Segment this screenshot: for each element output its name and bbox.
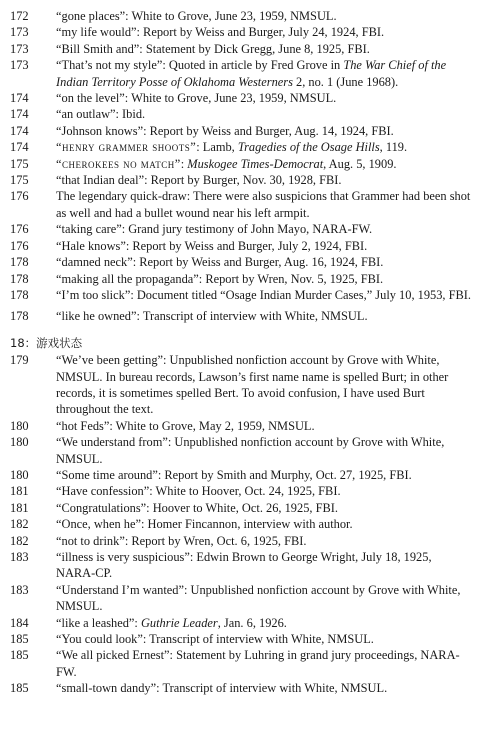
note-text-run: “an outlaw”: Ibid. [56, 107, 146, 122]
note-text [56, 42, 370, 56]
note-entry [10, 188, 473, 221]
note-entry [10, 41, 473, 57]
note-text-run: “Once, when he”: Homer Fincannon, interview with author. [56, 517, 353, 532]
note-entry [10, 516, 473, 532]
note-text [56, 173, 341, 187]
note-text [56, 419, 315, 433]
note-text-run: : Lamb, [196, 140, 238, 155]
note-page-number: 180 [10, 435, 29, 450]
note-entry [10, 271, 473, 287]
note-text-run: “like a leashed”: [56, 615, 141, 630]
note-page-number: 183 [10, 582, 29, 597]
note-page-number: 174 [10, 107, 29, 122]
note-entry [10, 483, 473, 499]
note-text [56, 632, 374, 646]
note-page-number: 185 [10, 648, 29, 663]
note-text-run: “Have confession”: White to Hoover, Oct. 24, 1925, FBI. [56, 484, 341, 499]
note-entry [10, 533, 473, 549]
note-page-number: 178 [10, 287, 29, 302]
note-text-run: “taking care”: Grand jury testimony of John Mayo, NARA-FW. [56, 222, 373, 237]
note-text-run: , Aug. 5, 1909. [323, 156, 397, 171]
note-text [56, 239, 367, 253]
note-text [56, 288, 471, 302]
note-text-run: “Bill Smith and”: Statement by Dick Gregg, June 8, 1925, FBI. [56, 41, 370, 56]
note-entry [10, 308, 473, 324]
note-page-number: 176 [10, 238, 29, 253]
note-page-number: 185 [10, 632, 29, 647]
note-text-run: “making all the propaganda”: Report by Wren, Nov. 5, 1925, FBI. [56, 271, 384, 286]
note-text [56, 124, 394, 138]
note-page-number: 185 [10, 681, 29, 696]
note-page-number: 174 [10, 140, 29, 155]
note-entry [10, 106, 473, 122]
note-text-run: “hot Feds”: White to Grove, May 2, 1959, NMSUL. [56, 418, 315, 433]
note-text [56, 353, 448, 416]
note-text-run: “that Indian deal”: Report by Burger, Nov. 30, 1928, FBI. [56, 173, 342, 188]
note-page-number: 181 [10, 484, 29, 499]
note-page-number: 183 [10, 550, 29, 564]
note-page-number: 173 [10, 58, 29, 73]
note-title-italic: Muskogee Times-Democrat [187, 156, 324, 171]
note-page-number: 173 [10, 41, 29, 56]
note-text [56, 534, 307, 548]
note-page-number: 175 [10, 156, 29, 171]
note-entry [10, 139, 473, 155]
note-page-number: 174 [10, 123, 29, 138]
note-text [56, 309, 368, 323]
notes-list-b [10, 352, 473, 697]
note-page-number: 178 [10, 255, 29, 270]
note-text [56, 583, 460, 613]
note-page-number: 172 [10, 9, 29, 23]
note-text-run: “my life would”: Report by Weiss and Burger, July 24, 1924, FBI. [56, 25, 385, 40]
note-text-run: “Hale knows”: Report by Weiss and Burger, July 2, 1924, FBI. [56, 238, 368, 253]
note-text [56, 272, 383, 286]
note-text-run: : [180, 156, 188, 171]
note-headline-smallcaps: “cherokees no match” [56, 156, 181, 171]
note-entry [10, 434, 473, 467]
note-title-italic: Guthrie Leader [140, 615, 218, 630]
note-text [56, 91, 336, 105]
note-text-run: “You could look”: Transcript of interview with White, NMSUL. [56, 632, 374, 647]
note-text [56, 435, 444, 465]
note-entry [10, 418, 473, 434]
note-text-run: “damned neck”: Report by Weiss and Burger, Aug. 16, 1924, FBI. [56, 255, 384, 270]
note-entry [10, 156, 473, 172]
note-text [56, 468, 412, 482]
note-text [56, 484, 341, 498]
note-entry [10, 90, 473, 106]
note-page-number: 181 [10, 500, 29, 515]
note-page-number: 180 [10, 418, 29, 433]
note-text [56, 517, 353, 531]
note-title-italic: The War Chief of the Indian Territory Posse of Oklahoma Westerners [56, 58, 447, 89]
note-entry [10, 467, 473, 483]
note-text [56, 140, 407, 154]
note-entry [10, 287, 473, 303]
note-text [56, 107, 145, 121]
note-text [56, 157, 397, 171]
note-page-number: 178 [10, 309, 29, 324]
note-page-number: 176 [10, 189, 29, 204]
note-page-number: 178 [10, 271, 29, 286]
note-entry [10, 24, 473, 40]
note-entry [10, 631, 473, 647]
note-text [56, 616, 287, 630]
note-text [56, 9, 337, 23]
note-entry [10, 57, 473, 90]
note-page-number: 174 [10, 91, 29, 106]
note-entry [10, 647, 473, 680]
note-entry [10, 238, 473, 254]
note-page-number: 182 [10, 533, 29, 548]
note-text [56, 681, 387, 695]
note-text-run: “I’m too slick”: Document titled “Osage Indian Murder Cases,” July 10, 1953, FBI. [56, 287, 472, 302]
note-page-number: 184 [10, 615, 29, 630]
note-text-run: “Understand I’m wanted”: Unpublished nonfiction account by Grove with White, NMSUL. [56, 582, 461, 614]
note-text [56, 25, 384, 39]
note-text [56, 550, 432, 580]
note-entry [10, 500, 473, 516]
note-page-number: 180 [10, 467, 29, 482]
note-text-run: “Johnson knows”: Report by Weiss and Burger, Aug. 14, 1924, FBI. [56, 123, 394, 138]
note-entry [10, 221, 473, 237]
note-text-run: 2, no. 1 (June 1968). [292, 74, 399, 89]
notes-list-a [10, 8, 473, 325]
note-page-number: 176 [10, 222, 29, 237]
note-title-italic: Tragedies of the Osage Hills [237, 140, 380, 155]
note-page-number: 179 [10, 353, 29, 368]
note-headline-smallcaps: “henry grammer shoots” [56, 140, 197, 155]
note-text-run: , Jan. 6, 1926. [217, 615, 287, 630]
note-text-run: The legendary quick-draw: There were also suspicions that Grammer had been shot as well and had a bullet wound near his left armpit. [56, 189, 471, 220]
note-text-run: “small-town dandy”: Transcript of interview with White, NMSUL. [56, 681, 388, 696]
note-entry [10, 582, 473, 615]
note-entry [10, 123, 473, 139]
note-page-number: 182 [10, 517, 29, 532]
note-text-run: “Congratulations”: Hoover to White, Oct. 26, 1925, FBI. [56, 500, 338, 515]
note-entry [10, 549, 473, 582]
note-entry [10, 352, 473, 418]
note-text-run: “like he owned”: Transcript of interview with White, NMSUL. [56, 309, 368, 324]
note-entry [10, 172, 473, 188]
note-text-run: “We’ve been getting”: Unpublished nonfiction account by Grove with White, NMSUL. In bureau records, Lawson’s first name name is spelled Burt; in other records, it is sometimes spelled Bert. To avoid confusion, I have used Burt throughout the text. [56, 353, 449, 417]
note-text-run: , 119. [379, 140, 408, 155]
note-page-number: 173 [10, 25, 29, 40]
note-entry [10, 615, 473, 631]
note-text-run: “That’s not my style”: Quoted in article by Fred Grove in [56, 58, 344, 73]
note-entry [10, 8, 473, 24]
note-text-run: “Some time around”: Report by Smith and Murphy, Oct. 27, 1925, FBI. [56, 467, 412, 482]
note-text-run: “We understand from”: Unpublished nonfiction account by Grove with White, NMSUL. [56, 435, 445, 466]
note-text [56, 255, 383, 269]
note-text [56, 648, 460, 678]
note-text [56, 189, 470, 219]
note-entry [10, 254, 473, 270]
note-text-run: “gone places”: White to Grove, June 23, 1959, NMSUL. [56, 9, 337, 23]
note-text-run: “illness is very suspicious”: Edwin Brown to George Wright, July 18, 1925, NARA-CP. [56, 550, 432, 581]
note-text [56, 501, 338, 515]
note-page-number: 175 [10, 173, 29, 188]
note-text-run: “on the level”: White to Grove, June 23, 1959, NMSUL. [56, 91, 337, 106]
note-text [56, 222, 372, 236]
note-text-run: “We all picked Ernest”: Statement by Luhring in grand jury proceedings, NARA-FW. [56, 648, 460, 679]
section-heading: 18：游戏状态 [10, 335, 83, 350]
note-text [56, 58, 446, 88]
note-entry [10, 680, 473, 696]
note-text-run: “not to drink”: Report by Wren, Oct. 6, 1925, FBI. [56, 533, 307, 548]
